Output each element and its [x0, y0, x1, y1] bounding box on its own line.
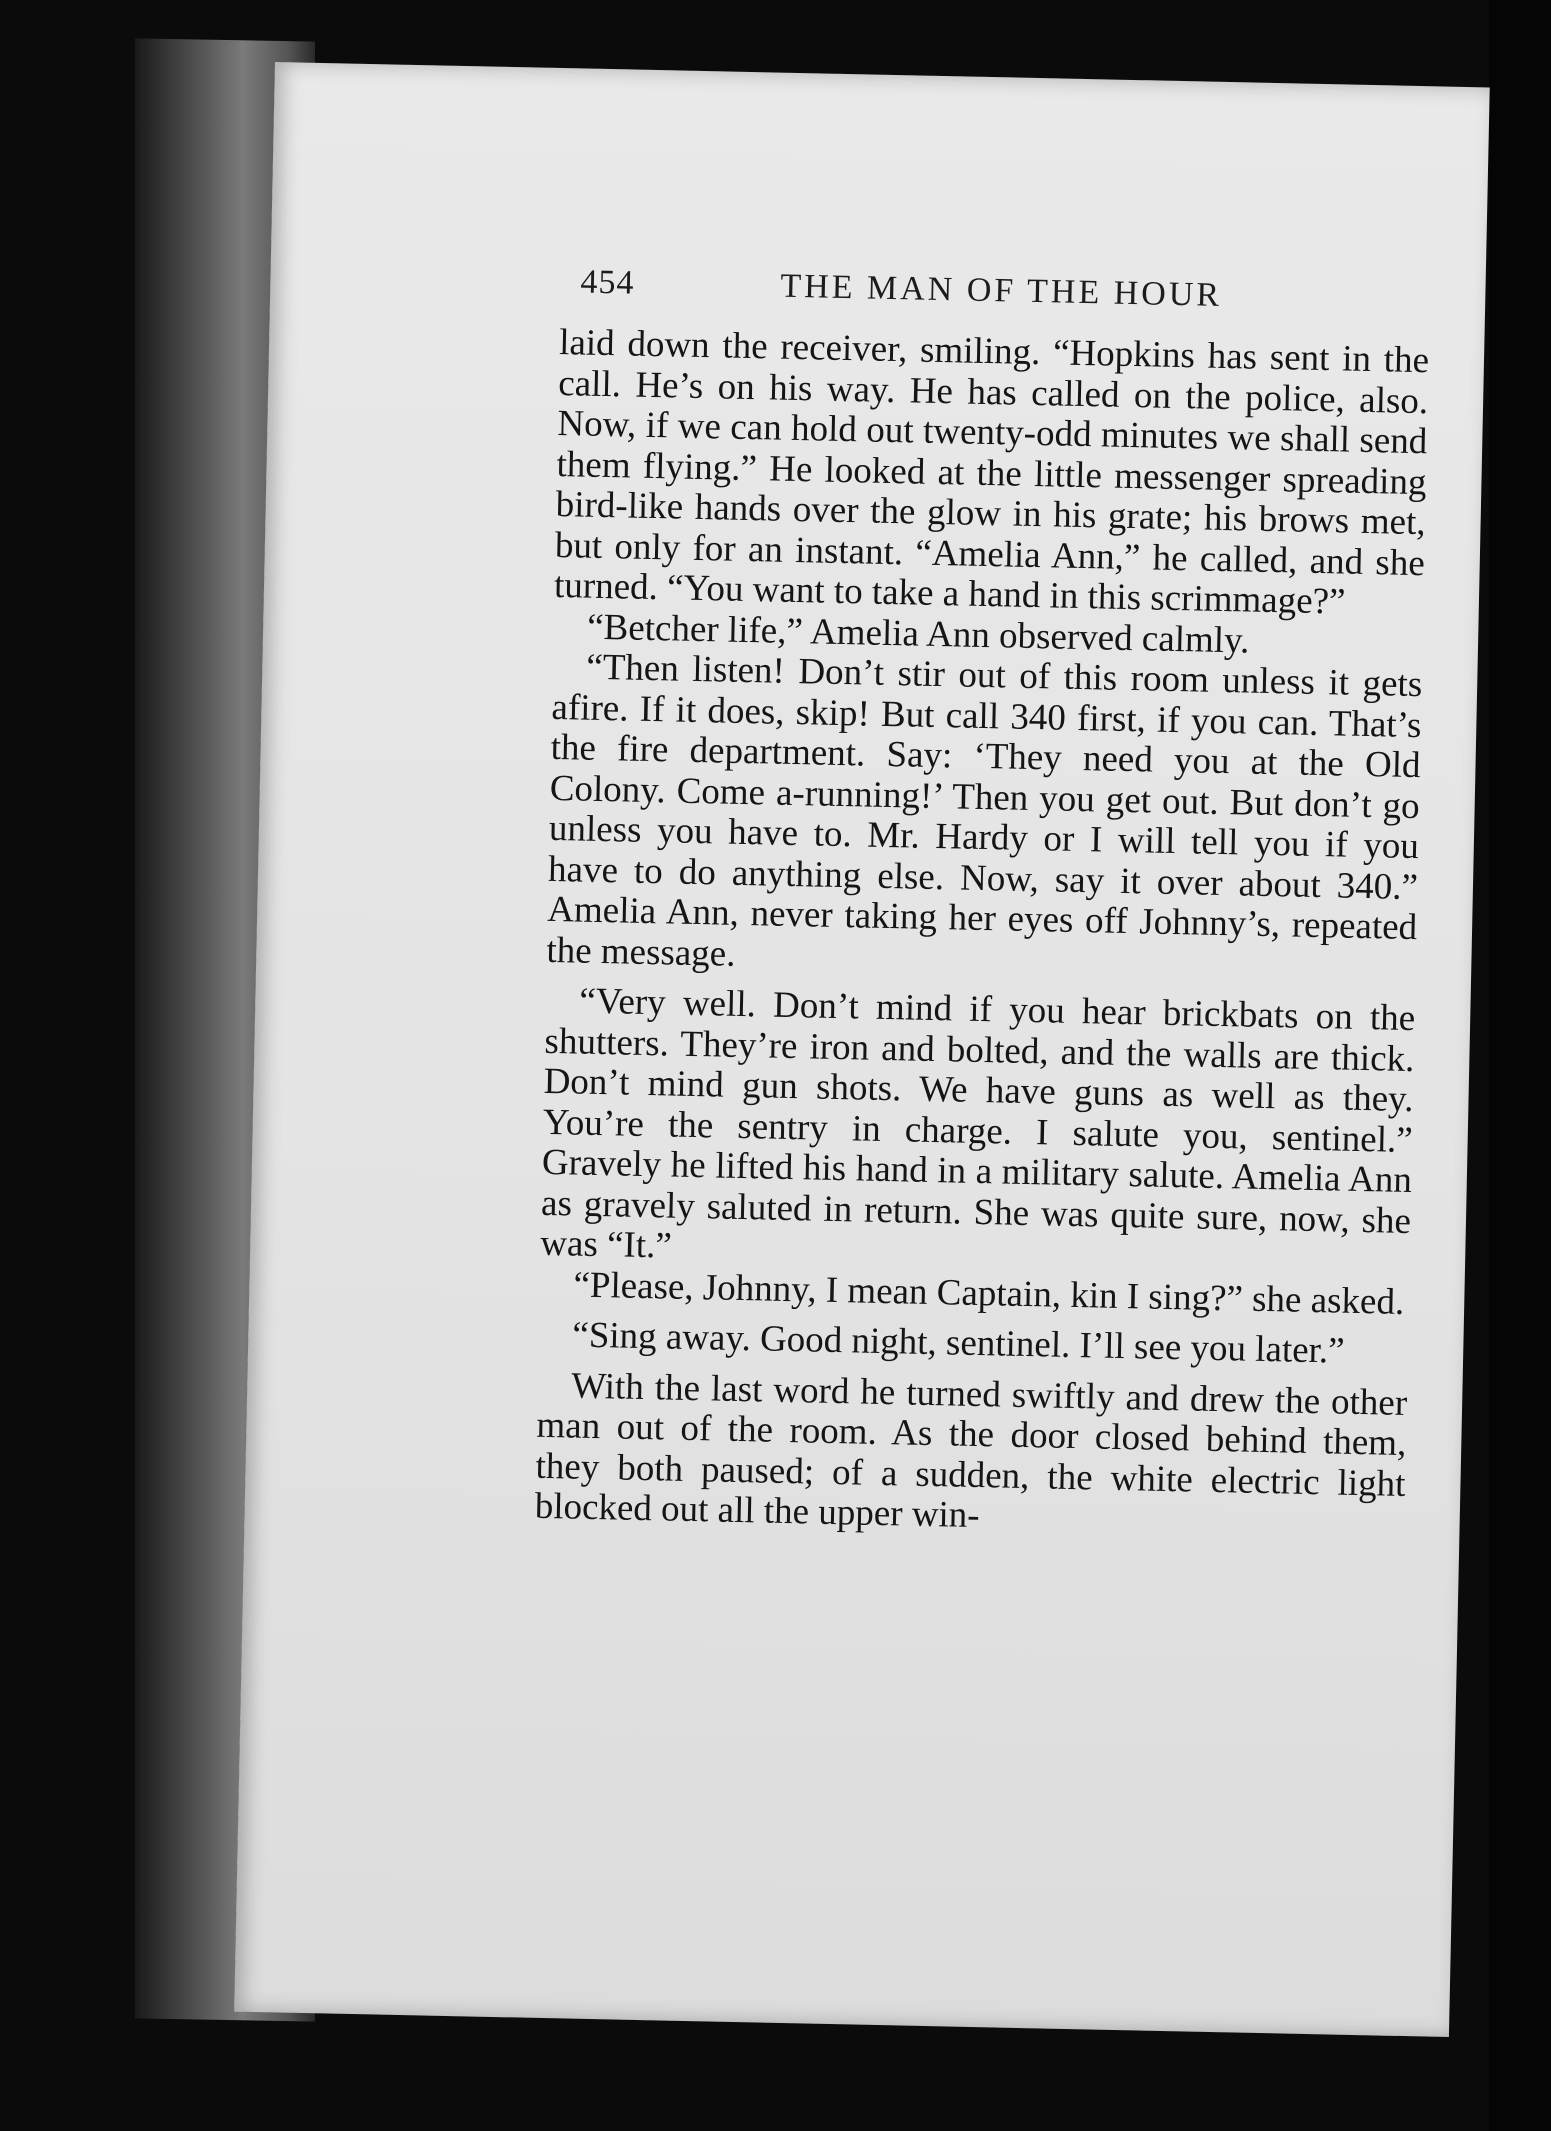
paragraph: “Very well. Don’t mind if you hear brickbats on the shutters. They’re iron and bolted, and the walls are thick. Don’t mind gun shots. We have guns as well as they. You’re the sentry in charge. I salute you, sentinel.” Gravely he lifted his hand in a military salute. Amelia Ann as gravely saluted in return. She was quite sure, now, she was “It.”: [539, 980, 1416, 1267]
page-number: 454: [580, 263, 635, 302]
paragraph: “Then listen! Don’t stir out of this room unless it gets afire. If it does, skip! But call 340 first, if you can. That’s the fire department. Say: ‘They need you at the Old Colony. Come a-running!’ Then you get out. But don’t go unless you have to. Mr. Hardy or I will tell you if you have to do anything else. Now, say it over about 340.” Amelia Ann, never taking her eyes off Johnny’s, repeated the message.: [546, 646, 1423, 975]
paragraph: “Sing away. Good night, sentinel. I’ll see you later.”: [571, 1314, 1346, 1372]
book-page: [234, 62, 1490, 2037]
running-head: THE MAN OF THE HOUR: [780, 267, 1223, 314]
paragraph: “Please, Johnny, I mean Captain, kin I sing?” she asked.: [573, 1264, 1405, 1323]
scan-dark-border: [1489, 0, 1551, 2131]
paragraph: laid down the receiver, smiling. “Hopkins has sent in the call. He’s on his way. He has called on the police, also. Now, if we can hold out twenty-odd minutes we shall send them flying.” He looked at the little messenger spreading bird-like hands over the glow in his grate; his brows met, but only for an instant. “Amelia Ann,” he called, and she turned. “You want to take a hand in this scrimmage?”: [553, 322, 1430, 623]
paragraph: “Betcher life,” Amelia Ann observed calmly.: [586, 606, 1250, 662]
page-header: [580, 263, 1401, 314]
page-body: [534, 323, 1429, 1545]
paragraph: With the last word he turned swiftly and drew the other man out of the room. As the door closed behind them, they both paused; of a sudden, the white electric light blocked out all the upper win-: [534, 1365, 1408, 1537]
